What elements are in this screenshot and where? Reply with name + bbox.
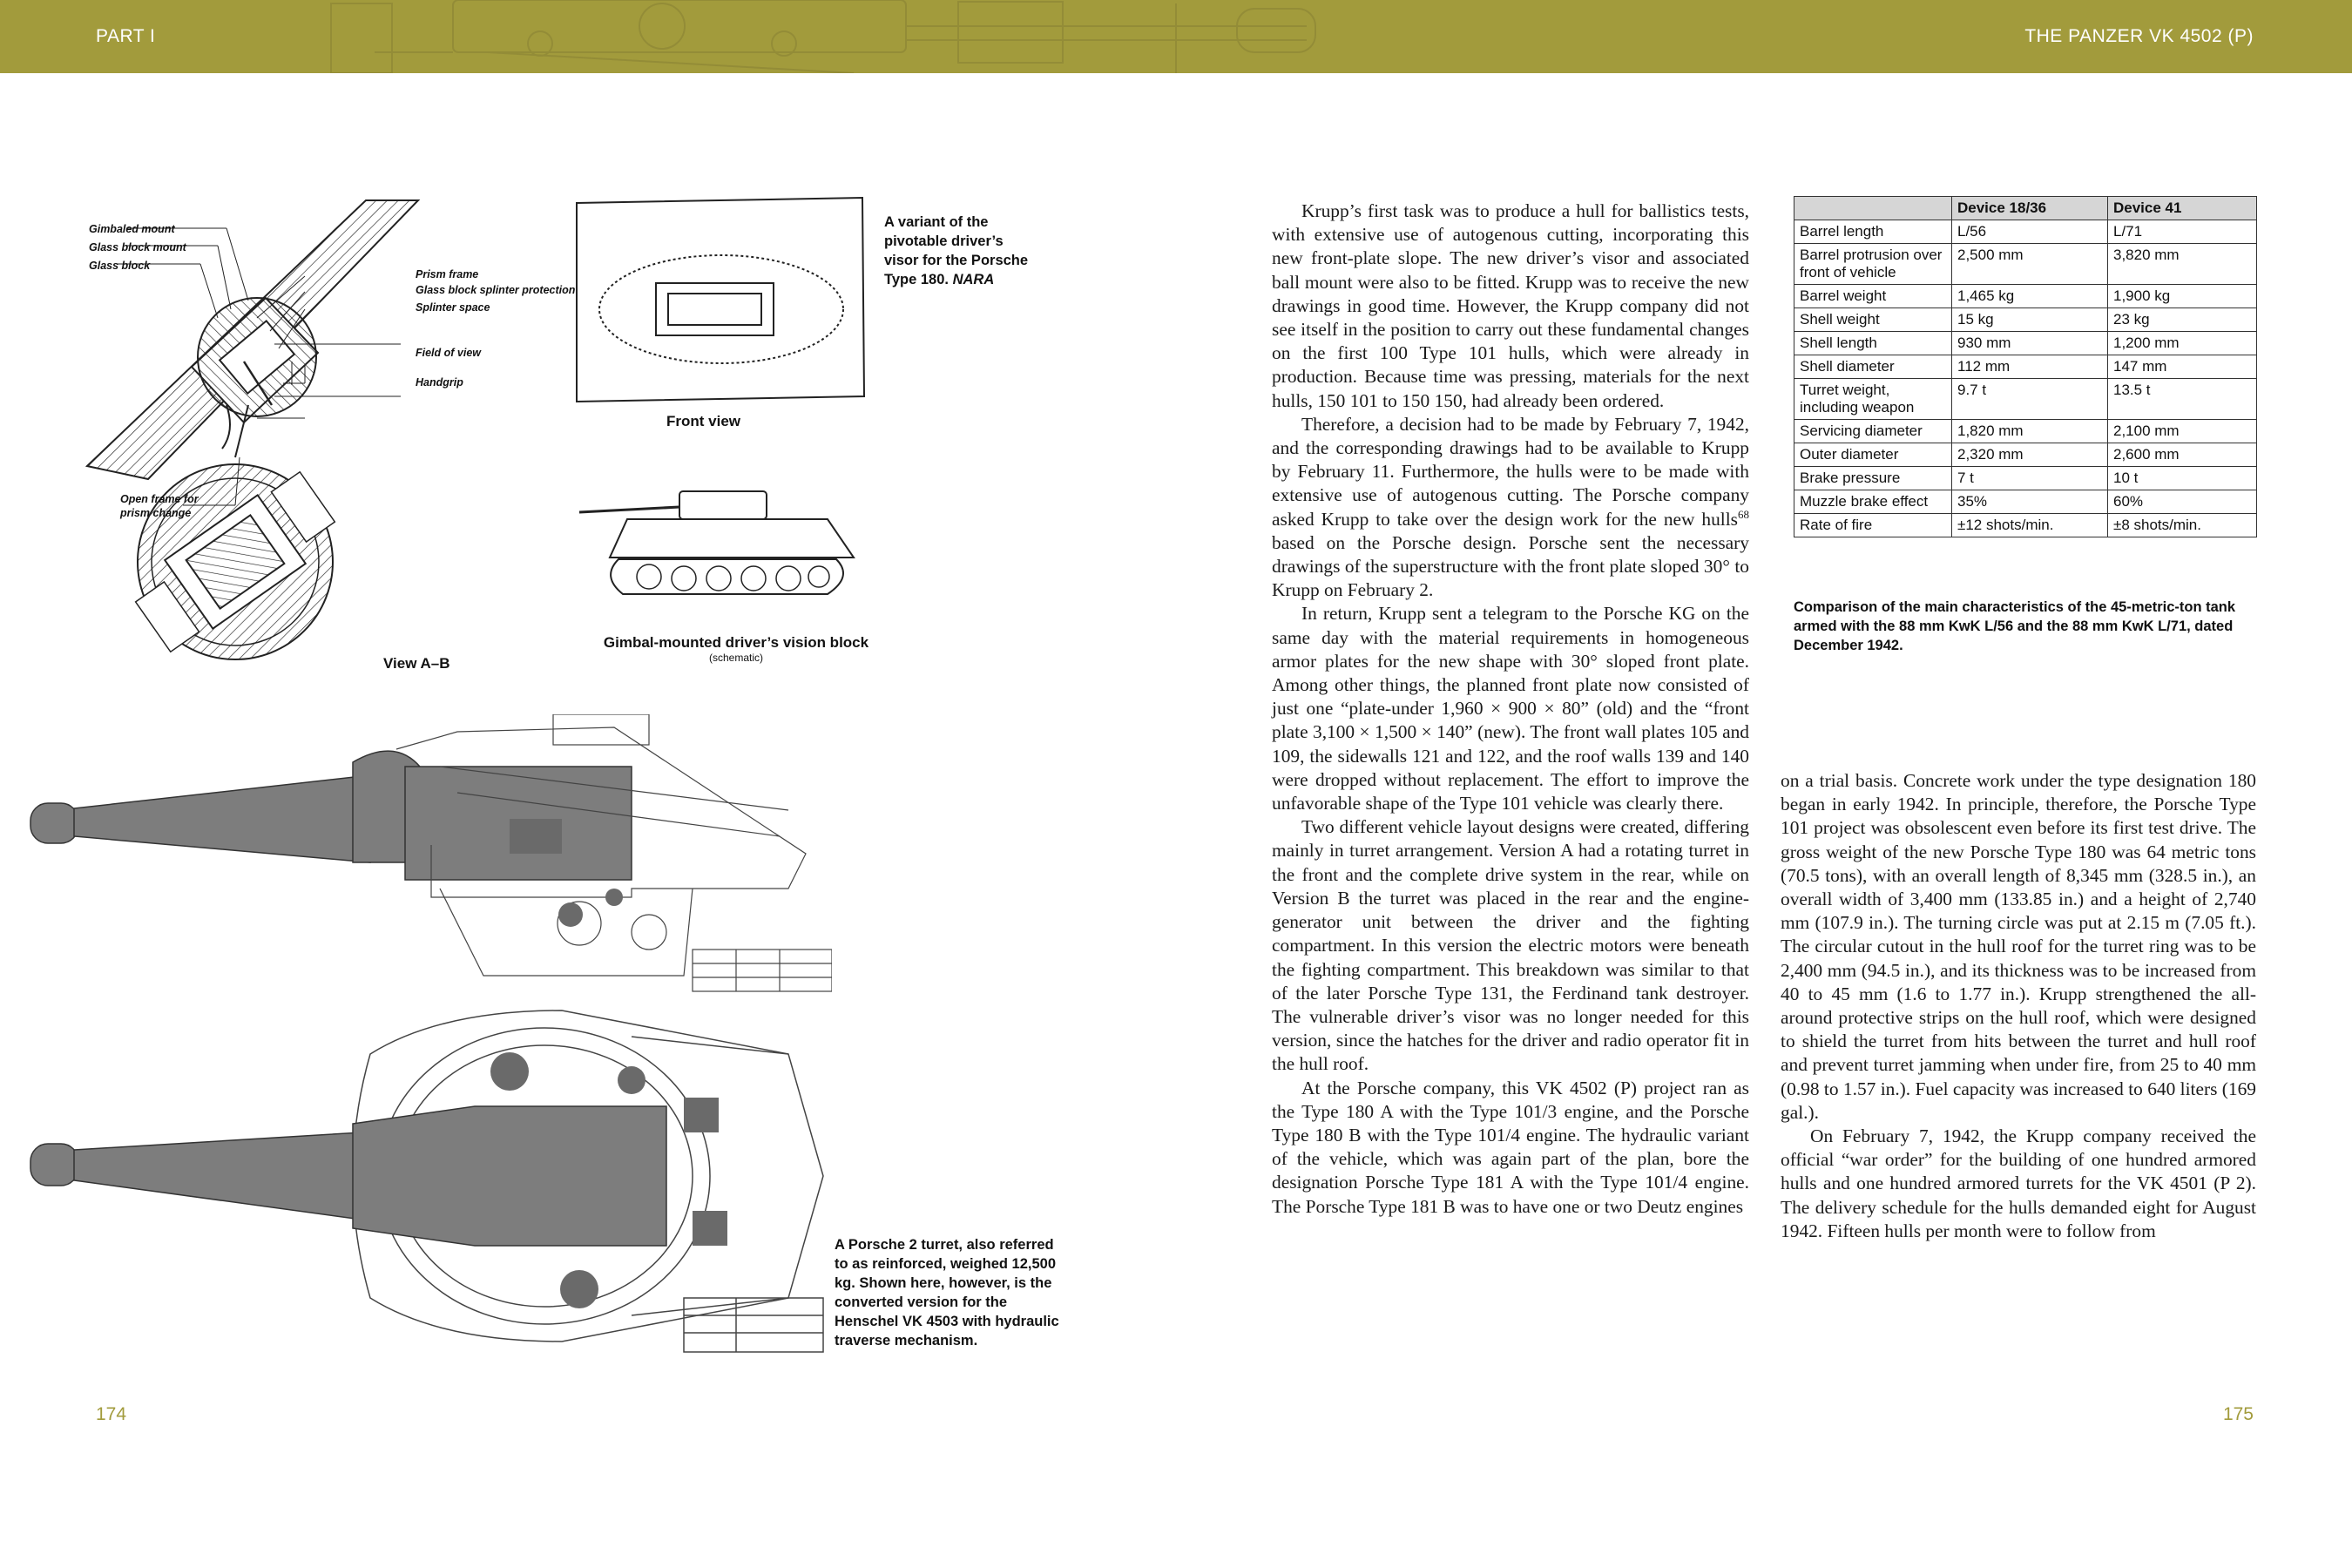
table-cell: Outer diameter: [1794, 443, 1952, 467]
table-cell: 60%: [2108, 490, 2257, 514]
table-header-cell: Device 41: [2108, 197, 2257, 220]
table-cell: 7 t: [1952, 467, 2108, 490]
table-cell: Servicing diameter: [1794, 420, 1952, 443]
label-gimbaled-mount: Gimbaled mount: [89, 223, 175, 235]
header-tank-drawing-watermark: [0, 0, 2352, 73]
table-cell: 2,500 mm: [1952, 244, 2108, 285]
spec-comparison-table: [1794, 196, 2257, 537]
table-row: [1794, 332, 2257, 355]
table-row: [1794, 220, 2257, 244]
page-number-left: 174: [96, 1404, 127, 1424]
table-cell: 112 mm: [1952, 355, 2108, 379]
header-part-label: PART I: [96, 26, 156, 46]
table-cell: 13.5 t: [2108, 379, 2257, 420]
table-cell: Barrel length: [1794, 220, 1952, 244]
visor-caption-source: NARA: [952, 272, 995, 287]
label-prism-change: prism change: [120, 507, 192, 519]
table-row: [1794, 420, 2257, 443]
table-cell: 1,820 mm: [1952, 420, 2108, 443]
table-row: [1794, 244, 2257, 285]
paragraph: Two different vehicle layout designs were created, differing mainly in turret arrangement. Version A had a rotating turret in the front and the complete drive system in the rear, while on Version B the turret was placed in the rear and the engine-generator unit between the driver and the fighting compartment. In this version the electric motors were beneath the fighting compartment. This breakdown was similar to that of the later Porsche Type 131, the Ferdinand tank destroyer. The vulnerable driver’s visor was no longer needed for this version, since the hatches for the driver and radio operator fit in the hull roof.: [1272, 816, 1749, 1075]
footnote-ref: 68: [1738, 507, 1749, 521]
view-ab-label: View A–B: [383, 655, 450, 672]
paragraph: Therefore, a decision had to be made by February 7, 1942, and the corresponding drawings had to be available to Krupp by February 11. Furthermore, the hulls were to be made with extensive use of autogenous cutting. The Porsche company asked Krupp to take over the design work for the new hulls$^{68}$ based on the Porsche design. Porsche sent the necessary drawings of the superstructure with the front plate sloped 30° to Krupp on February 2.: [1272, 413, 1749, 601]
table-cell: 3,820 mm: [2108, 244, 2257, 285]
paragraph: At the Porsche company, this VK 4502 (P) project ran as the Type 180 A with the Type 101/3 engine, and the Porsche Type 180 B with the Type 101/4 engine. The hydraulic variant of the vehicle, which was again part of the plan, bore the designation Porsche Type 181 A with the Type 101/4 engine. The Porsche Type 181 B was to have one or two Deutz engines: [1272, 1077, 1749, 1217]
table-cell: 2,320 mm: [1952, 443, 2108, 467]
paragraph: On February 7, 1942, the Krupp company received the official “war order” for the building of one hundred armored hulls and one hundred armored turrets for the VK 4501 (P 2). The delivery schedule for the hulls demanded eight for August 1942. Fifteen hulls per month were to follow from: [1781, 1125, 2256, 1241]
table-cell: Brake pressure: [1794, 467, 1952, 490]
table-cell: Barrel protrusion over front of vehicle: [1794, 244, 1952, 285]
header-book-title: THE PANZER VK 4502 (P): [2024, 26, 2254, 46]
table-cell: Shell weight: [1794, 308, 1952, 332]
table-cell: 1,900 kg: [2108, 285, 2257, 308]
visor-caption: [884, 213, 1041, 289]
table-cell: 23 kg: [2108, 308, 2257, 332]
table-cell: Barrel weight: [1794, 285, 1952, 308]
front-view-visor-drawing: [575, 196, 867, 403]
label-splinter-space: Splinter space: [416, 301, 490, 314]
table-cell: ±12 shots/min.: [1952, 514, 2108, 537]
label-glass-block: Glass block: [89, 260, 151, 272]
table-cell: ±8 shots/min.: [2108, 514, 2257, 537]
table-cell: Shell diameter: [1794, 355, 1952, 379]
table-row: [1794, 285, 2257, 308]
label-splinter-protection: Glass block splinter protection: [416, 284, 576, 296]
table-cell: 9.7 t: [1952, 379, 2108, 420]
table-row: [1794, 514, 2257, 537]
label-glass-block-mount: Glass block mount: [89, 241, 186, 253]
table-cell: Rate of fire: [1794, 514, 1952, 537]
label-prism-frame: Prism frame: [416, 268, 479, 280]
label-open-frame: Open frame for: [120, 493, 199, 505]
table-row: [1794, 308, 2257, 332]
table-cell: Shell length: [1794, 332, 1952, 355]
label-handgrip: Handgrip: [416, 376, 463, 389]
paragraph: on a trial basis. Concrete work under the type designation 180 began in early 1942. In principle, therefore, the Porsche Type 101 project was obsolescent even before its first test drive. The gross weight of the new Porsche Type 180 was 64 metric tons (70.5 tons), with an overall length of 8,345 mm (328.5 in.), an overall width of 3,400 mm (133.85 in.) and a height of 2,740 mm (107.9 in.). The turning circle was put at 2.15 m (7.05 ft.). The circular cutout in the hull roof for the turret ring was to be 2,400 mm (94.5 in.), and its thickness was to be increased from 40 to 45 mm (1.6 to 1.77 in.). Krupp strengthened the all-around protective strips on the hull roof, which were designed to shield the turret from hits between the turret and hull roof and prevent turret jamming when under fire, from 25 to 40 mm (0.98 to 1.57 in.). Fuel capacity was increased to 640 liters (169 gal.).: [1781, 770, 2256, 1123]
page-number-right: 175: [2222, 1404, 2254, 1424]
front-view-label: Front view: [666, 413, 741, 429]
table-header-cell: Device 18/36: [1952, 197, 2108, 220]
table-cell: 10 t: [2108, 467, 2257, 490]
table-cell: 930 mm: [1952, 332, 2108, 355]
table-row: [1794, 490, 2257, 514]
table-row: [1794, 443, 2257, 467]
visor-caption-text: A variant of the pivotable driver’s visor for the Porsche Type 180.: [884, 214, 1029, 287]
table-row: [1794, 355, 2257, 379]
paragraph: In return, Krupp sent a telegram to the Porsche KG on the same day with the material requirements in homogeneous armor plates for the new shape with 30° sloped front plate. Among other things, the planned front plate now consisted of just one “plate-under 1,960 × 900 × 80” (old) and the “front plate 3,100 × 1,500 × 140” (new). The front wall plates 105 and 109, the sidewalls 121 and 122, and the roof walls 139 and 140 were dropped without replacement. The effort to improve the unfavorable shape of the Type 101 vehicle was clearly there.: [1272, 603, 1749, 814]
table-cell: 35%: [1952, 490, 2108, 514]
table-row: [1794, 379, 2257, 420]
paragraph: Krupp’s first task was to produce a hull for ballistics tests, with extensive use of autogenous cutting, incorporating this new front-plate slope. The new driver’s visor and associated ball mount were also to be fitted. Krupp was to receive the new drawings in good time. However, the Krupp company did not see itself in the position to carry out these fundamental changes on the first 100 Type 101 hulls, which were already in production. Because time was pressing, materials for the next hulls, 150 101 to 150 150, had already been ordered.: [1272, 200, 1749, 411]
table-caption: Comparison of the main characteristics of the 45-metric-ton tank armed with the 88 mm KwK L/56 and the 88 mm KwK L/71, dated December 1942.: [1794, 599, 2236, 653]
table-cell: L/56: [1952, 220, 2108, 244]
table-cell: 15 kg: [1952, 308, 2108, 332]
turret-caption: A Porsche 2 turret, also referred to as reinforced, weighed 12,500 kg. Shown here, however, is the converted version for the Henschel VK 4503 with hydraulic traverse mechanism.: [835, 1237, 1059, 1348]
table-cell: 1,200 mm: [2108, 332, 2257, 355]
table-cell: Muzzle brake effect: [1794, 490, 1952, 514]
table-cell: Turret weight, including weapon: [1794, 379, 1952, 420]
table-header-row: [1794, 197, 2257, 220]
table-cell: 2,100 mm: [2108, 420, 2257, 443]
table-cell: 147 mm: [2108, 355, 2257, 379]
tank-side-silhouette: [575, 481, 871, 603]
table-header-cell: [1794, 197, 1952, 220]
turret-top-view-drawing: [22, 1002, 832, 1355]
running-header: [0, 0, 2352, 73]
table-cell: 1,465 kg: [1952, 285, 2108, 308]
label-field-of-view: Field of view: [416, 347, 482, 359]
table-cell: 2,600 mm: [2108, 443, 2257, 467]
table-cell: L/71: [2108, 220, 2257, 244]
vision-block-subtitle: (schematic): [708, 652, 763, 664]
table-row: [1794, 467, 2257, 490]
body-text-column-1: [1272, 199, 1749, 1219]
turret-side-elevation-drawing: [22, 714, 832, 993]
body-text-column-2: [1781, 769, 2256, 1243]
vision-block-title: Gimbal-mounted driver’s vision block: [603, 634, 869, 651]
